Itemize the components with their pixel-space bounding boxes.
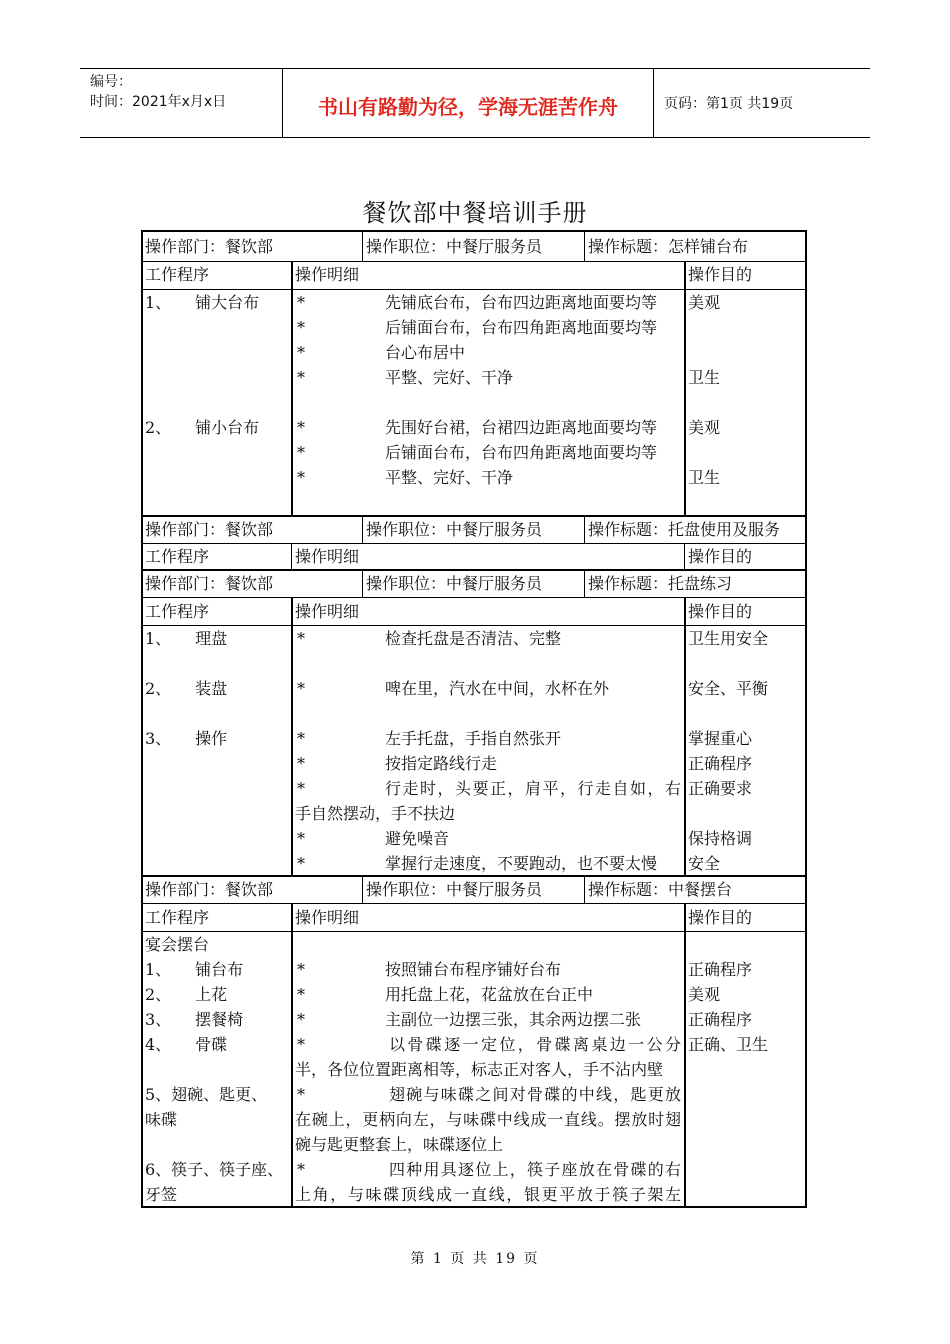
dept-label: 操作部门：餐饮部 bbox=[145, 520, 274, 539]
dept-label: 操作部门：餐饮部 bbox=[145, 880, 274, 899]
col-divider bbox=[584, 569, 585, 597]
col-header-purpose: 操作目的 bbox=[688, 265, 753, 284]
subject-label: 操作标题：托盘使用及服务 bbox=[588, 520, 781, 539]
detail-line: 翅碗与味碟之间对骨碟的中线，匙更放 bbox=[389, 1085, 681, 1104]
position-label: 操作职位：中餐厅服务员 bbox=[366, 237, 543, 256]
step-label: 4、 骨碟 bbox=[145, 1035, 228, 1054]
col-header-detail: 操作明细 bbox=[295, 547, 360, 566]
page-title: 餐饮部中餐培训手册 bbox=[362, 199, 588, 227]
detail-line: 平整、完好、干净 bbox=[385, 468, 514, 487]
bullet-star: * bbox=[297, 960, 305, 979]
purpose-text: 正确程序 bbox=[688, 1010, 753, 1029]
bullet-star: * bbox=[297, 779, 305, 798]
table-right-border bbox=[805, 230, 807, 1208]
bullet-star: * bbox=[297, 293, 305, 312]
purpose-text: 正确程序 bbox=[688, 960, 753, 979]
detail-line: 用托盘上花，花盆放在台正中 bbox=[385, 985, 594, 1004]
detail-line: 后铺面台布，台布四角距离地面要均等 bbox=[385, 443, 658, 462]
step-label: 味碟 bbox=[145, 1110, 178, 1129]
col-header-purpose: 操作目的 bbox=[688, 547, 753, 566]
detail-line: 按照铺台布程序铺好台布 bbox=[385, 960, 562, 979]
col-header-purpose: 操作目的 bbox=[688, 908, 753, 927]
training-table bbox=[141, 230, 807, 1208]
detail-line: 在碗上，更柄向左，与味碟中线成一直线。摆放时翅 bbox=[295, 1110, 681, 1129]
detail-line: 手自然摆动，手不扶边 bbox=[295, 804, 456, 823]
group-label: 宴会摆台 bbox=[145, 935, 210, 954]
subject-label: 操作标题：托盘练习 bbox=[588, 574, 733, 593]
page-footer: 第 1 页 共 19 页 bbox=[410, 1251, 540, 1267]
detail-line: 以骨碟逐一定位，骨碟离桌边一公分 bbox=[389, 1035, 681, 1054]
purpose-text: 美观 bbox=[688, 418, 721, 437]
bullet-star: * bbox=[297, 368, 305, 387]
col-divider bbox=[584, 875, 585, 903]
step-label: 5、翅碗、匙更、 bbox=[145, 1085, 268, 1104]
detail-line: 平整、完好、干净 bbox=[385, 368, 514, 387]
step-label: 2、 装盘 bbox=[145, 679, 228, 698]
step-label: 1、 铺大台布 bbox=[145, 293, 260, 312]
purpose-text: 正确要求 bbox=[688, 779, 753, 798]
purpose-text: 保持格调 bbox=[688, 829, 753, 848]
bullet-star: * bbox=[297, 829, 305, 848]
detail-line: 掌握行走速度，不要跑动，也不要太慢 bbox=[385, 854, 658, 873]
number-label: 编号： bbox=[90, 74, 132, 90]
col-divider bbox=[684, 903, 686, 1206]
detail-line: 按指定路线行走 bbox=[385, 754, 498, 773]
bullet-star: * bbox=[297, 754, 305, 773]
detail-line: 上角，与味碟顶线成一直线，银更平放于筷子架左 bbox=[295, 1185, 681, 1204]
date-label: 时间：2021年x月x日 bbox=[90, 94, 227, 110]
subject-label: 操作标题：中餐摆台 bbox=[588, 880, 733, 899]
purpose-text: 卫生用安全 bbox=[688, 629, 769, 648]
detail-line: 左手托盘，手指自然张开 bbox=[385, 729, 562, 748]
table-left-border bbox=[141, 230, 143, 1208]
step-label: 2、 铺小台布 bbox=[145, 418, 260, 437]
col-divider bbox=[291, 261, 293, 515]
bullet-star: * bbox=[297, 343, 305, 362]
col-header-detail: 操作明细 bbox=[295, 602, 360, 621]
col-header-procedure: 工作程序 bbox=[145, 908, 210, 927]
bullet-star: * bbox=[297, 1160, 305, 1179]
detail-line: 后铺面台布，台布四角距离地面要均等 bbox=[385, 318, 658, 337]
step-label: 1、 铺台布 bbox=[145, 960, 244, 979]
step-label: 2、 上花 bbox=[145, 985, 228, 1004]
col-header-procedure: 工作程序 bbox=[145, 602, 210, 621]
step-label: 3、 操作 bbox=[145, 729, 228, 748]
detail-line: 四种用具逐位上，筷子座放在骨碟的右 bbox=[389, 1160, 681, 1179]
row-divider bbox=[141, 931, 807, 932]
position-label: 操作职位：中餐厅服务员 bbox=[366, 880, 543, 899]
table-top-border bbox=[141, 230, 807, 232]
position-label: 操作职位：中餐厅服务员 bbox=[366, 520, 543, 539]
dept-label: 操作部门：餐饮部 bbox=[145, 237, 274, 256]
bullet-star: * bbox=[297, 443, 305, 462]
purpose-text: 美观 bbox=[688, 293, 721, 312]
detail-line: 台心布居中 bbox=[385, 343, 466, 362]
col-header-purpose: 操作目的 bbox=[688, 602, 753, 621]
bullet-star: * bbox=[297, 1035, 305, 1054]
col-divider bbox=[684, 543, 685, 569]
detail-line: 检查托盘是否清洁、完整 bbox=[385, 629, 562, 648]
col-header-procedure: 工作程序 bbox=[145, 547, 210, 566]
motto: 书山有路勤为径，学海无涯苦作舟 bbox=[318, 95, 618, 119]
detail-line: 先铺底台布，台布四边距离地面要均等 bbox=[385, 293, 658, 312]
col-divider bbox=[291, 543, 292, 569]
row-divider bbox=[141, 597, 807, 598]
purpose-text: 安全 bbox=[688, 854, 721, 873]
header-page-cell bbox=[654, 69, 870, 137]
detail-line: 先围好台裙，台裙四边距离地面要均等 bbox=[385, 418, 658, 437]
bullet-star: * bbox=[297, 1010, 305, 1029]
detail-line: 主副位一边摆三张，其余两边摆二张 bbox=[385, 1010, 642, 1029]
detail-line: 避免噪音 bbox=[385, 829, 450, 848]
bullet-star: * bbox=[297, 729, 305, 748]
bullet-star: * bbox=[297, 468, 305, 487]
position-label: 操作职位：中餐厅服务员 bbox=[366, 574, 543, 593]
page-header bbox=[80, 68, 870, 138]
row-divider bbox=[141, 903, 807, 904]
step-label: 1、 理盘 bbox=[145, 629, 228, 648]
header-motto-cell bbox=[283, 69, 654, 137]
bullet-star: * bbox=[297, 985, 305, 1004]
col-divider bbox=[584, 515, 585, 543]
step-label: 牙签 bbox=[145, 1185, 178, 1204]
bullet-star: * bbox=[297, 418, 305, 437]
col-divider bbox=[684, 261, 686, 515]
bullet-star: * bbox=[297, 629, 305, 648]
purpose-text: 安全、平衡 bbox=[688, 679, 769, 698]
purpose-text: 卫生 bbox=[688, 468, 721, 487]
col-divider bbox=[584, 230, 585, 261]
col-divider bbox=[291, 597, 293, 875]
col-divider bbox=[291, 903, 293, 1206]
col-divider bbox=[362, 230, 363, 261]
purpose-text: 正确程序 bbox=[688, 754, 753, 773]
col-divider bbox=[362, 569, 363, 597]
col-header-detail: 操作明细 bbox=[295, 265, 360, 284]
bullet-star: * bbox=[297, 854, 305, 873]
col-divider bbox=[684, 597, 686, 875]
step-label: 3、 摆餐椅 bbox=[145, 1010, 244, 1029]
bullet-star: * bbox=[297, 1085, 305, 1104]
dept-label: 操作部门：餐饮部 bbox=[145, 574, 274, 593]
step-label: 6、筷子、筷子座、 bbox=[145, 1160, 284, 1179]
purpose-text: 美观 bbox=[688, 985, 721, 1004]
col-header-procedure: 工作程序 bbox=[145, 265, 210, 284]
col-header-detail: 操作明细 bbox=[295, 908, 360, 927]
detail-line: 半，各位位置距离相等，标志正对客人，手不沾内壁 bbox=[295, 1060, 664, 1079]
detail-line: 碗与匙更整套上，味碟逐位上 bbox=[295, 1135, 504, 1154]
col-divider bbox=[362, 875, 363, 903]
purpose-text: 正确、卫生 bbox=[688, 1035, 769, 1054]
subject-label: 操作标题：怎样铺台布 bbox=[588, 237, 749, 256]
detail-line: 行走时，头要正，肩平，行走自如，右 bbox=[385, 779, 681, 798]
page-label: 页码：第1页 共19页 bbox=[664, 96, 794, 112]
purpose-text: 掌握重心 bbox=[688, 729, 753, 748]
bullet-star: * bbox=[297, 318, 305, 337]
col-divider bbox=[362, 515, 363, 543]
bullet-star: * bbox=[297, 679, 305, 698]
header-meta-cell bbox=[80, 69, 283, 137]
purpose-text: 卫生 bbox=[688, 368, 721, 387]
detail-line: 啤在里，汽水在中间，水杯在外 bbox=[385, 679, 610, 698]
